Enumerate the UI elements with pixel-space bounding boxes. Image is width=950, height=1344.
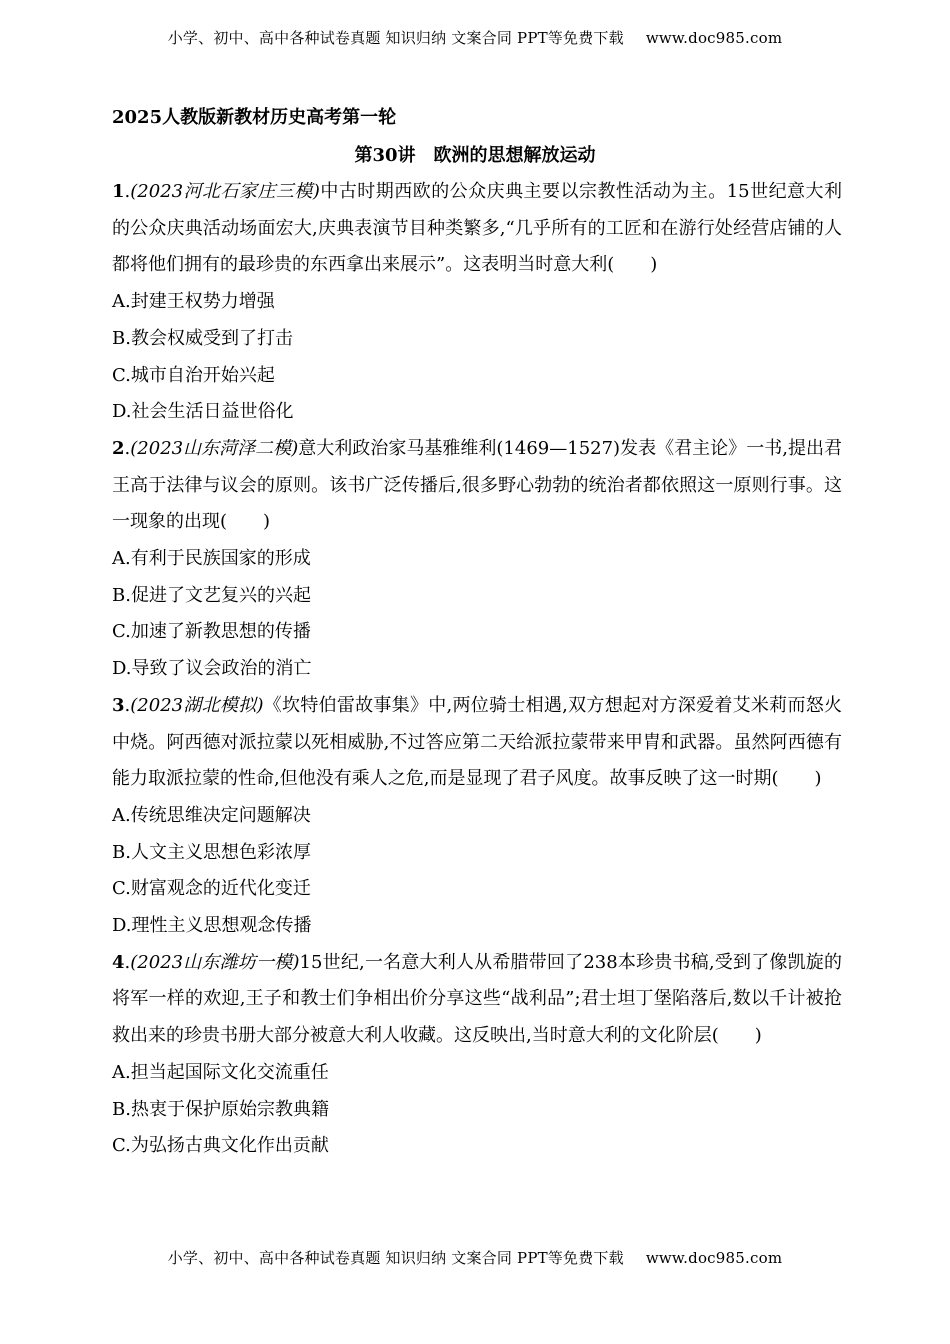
question-source: (2023山东潍坊一模) bbox=[130, 951, 300, 973]
option-c: C.为弘扬古典文化作出贡献 bbox=[112, 1135, 329, 1157]
question-source: (2023河北石家庄三模) bbox=[130, 181, 320, 202]
question-number: 2 bbox=[112, 437, 125, 459]
option-d: D.导致了议会政治的消亡 bbox=[112, 658, 312, 680]
question-text: 意大利政治家马基雅维利(1469—1527)发表《君主论》一书,提出君王高于法律与议会的原则。该书广泛传播后,很多野心勃勃的统治者都依照这一原则行事。这一现象的出现( ) bbox=[112, 437, 842, 533]
option-b: B.教会权威受到了打击 bbox=[112, 327, 293, 349]
question-source: (2023湖北模拟) bbox=[130, 694, 264, 716]
question-number: 1 bbox=[112, 181, 125, 202]
header-url-link[interactable]: www.doc985.com bbox=[645, 29, 783, 47]
option-d: D.理性主义思想观念传播 bbox=[112, 915, 312, 937]
question-text: 中古时期西欧的公众庆典主要以宗教性活动为主。15世纪意大利的公众庆典活动场面宏大,庆典表演节目种类繁多,“几乎所有的工匠和在游行处经营店铺的人都将他们拥有的最珍贵的东西拿出来展示”。这表明当时意大利( ) bbox=[112, 181, 842, 276]
question-stem: 4.(2023山东潍坊一模)15世纪,一名意大利人从希腊带回了238本珍贵书稿,受到了像凯旋的将军一样的欢迎,王子和教士们争相出价分享这些“战利品”;君士坦丁堡陷落后,数以千计被抢救出来的珍贵书册大部分被意大利人收藏。这反映出,当时意大利的文化阶层( ) bbox=[112, 951, 842, 1047]
option-b: B.促进了文艺复兴的兴起 bbox=[112, 584, 311, 606]
option-a: A.传统思维决定问题解决 bbox=[112, 804, 311, 826]
option-c: C.财富观念的近代化变迁 bbox=[112, 878, 311, 900]
option-a: A.封建王权势力增强 bbox=[112, 291, 275, 313]
page-header bbox=[0, 27, 950, 48]
option-b: B.人文主义思想色彩浓厚 bbox=[112, 841, 311, 863]
option-a: A.有利于民族国家的形成 bbox=[112, 548, 311, 570]
question-source: (2023山东菏泽二模) bbox=[130, 437, 299, 459]
question-text: 《坎特伯雷故事集》中,两位骑士相遇,双方想起对方深爱着艾米莉而怒火中烧。阿西德对派拉蒙以死相威胁,不过答应第二天给派拉蒙带来甲胄和武器。虽然阿西德有能力取派拉蒙的性命,但他没有乘人之危,而是显现了君子风度。故事反映了这一时期( ) bbox=[112, 694, 842, 790]
question-list bbox=[112, 174, 842, 1165]
question-text: 15世纪,一名意大利人从希腊带回了238本珍贵书稿,受到了像凯旋的将军一样的欢迎,王子和教士们争相出价分享这些“战利品”;君士坦丁堡陷落后,数以千计被抢救出来的珍贵书册大部分被意大利人收藏。这反映出,当时意大利的文化阶层( ) bbox=[112, 951, 842, 1047]
option-c: C.城市自治开始兴起 bbox=[112, 364, 275, 386]
document-title: 2025人教版新教材历史高考第一轮 bbox=[112, 107, 397, 128]
question-3 bbox=[112, 688, 842, 945]
question-stem: 3.(2023湖北模拟)《坎特伯雷故事集》中,两位骑士相遇,双方想起对方深爱着艾米莉而怒火中烧。阿西德对派拉蒙以死相威胁,不过答应第二天给派拉蒙带来甲胄和武器。虽然阿西德有能力取派拉蒙的性命,但他没有乘人之危,而是显现了君子风度。故事反映了这一时期( ) bbox=[112, 694, 842, 790]
question-number: 4 bbox=[112, 951, 125, 973]
question-stem: 1.(2023河北石家庄三模)中古时期西欧的公众庆典主要以宗教性活动为主。15世纪意大利的公众庆典活动场面宏大,庆典表演节目种类繁多,“几乎所有的工匠和在游行处经营店铺的人都将他们拥有的最珍贵的东西拿出来展示”。这表明当时意大利( ) bbox=[112, 181, 842, 276]
option-d: D.社会生活日益世俗化 bbox=[112, 401, 294, 423]
question-4 bbox=[112, 945, 842, 1165]
footer-url-link[interactable]: www.doc985.com bbox=[645, 1249, 783, 1267]
footer-text: 小学、初中、高中各种试卷真题 知识归纳 文案合同 PPT等免费下载 bbox=[167, 1249, 624, 1267]
question-2 bbox=[112, 431, 842, 688]
header-text: 小学、初中、高中各种试卷真题 知识归纳 文案合同 PPT等免费下载 bbox=[167, 29, 624, 47]
option-c: C.加速了新教思想的传播 bbox=[112, 621, 311, 643]
option-a: A.担当起国际文化交流重任 bbox=[112, 1061, 329, 1083]
lesson-title: 第30讲 欧洲的思想解放运动 bbox=[354, 145, 596, 166]
option-b: B.热衷于保护原始宗教典籍 bbox=[112, 1098, 329, 1120]
question-number: 3 bbox=[112, 694, 125, 716]
question-stem: 2.(2023山东菏泽二模)意大利政治家马基雅维利(1469—1527)发表《君主论》一书,提出君王高于法律与议会的原则。该书广泛传播后,很多野心勃勃的统治者都依照这一原则行事。这一现象的出现( ) bbox=[112, 437, 842, 533]
page-footer bbox=[0, 1247, 950, 1268]
question-1 bbox=[112, 174, 842, 431]
